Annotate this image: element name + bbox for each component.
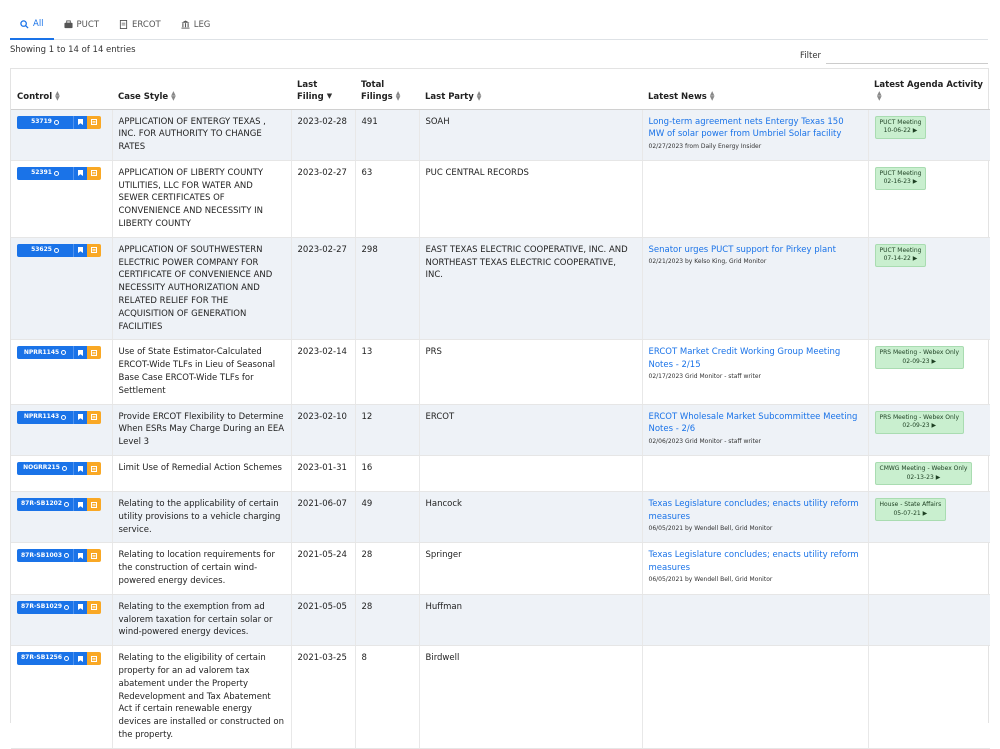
last-filing-cell: 2023-01-31 (291, 456, 355, 492)
case-style-cell: APPLICATION OF LIBERTY COUNTY UTILITIES, LLC FOR WATER AND SEWER CERTIFICATES OF CONVENIENCE AND NECESSITY IN LIBERTY COUNTY (112, 160, 291, 237)
news-meta: 06/05/2021 by Wendell Bell, Grid Monitor (648, 525, 773, 533)
case-style-cell: Relating to the exemption from ad valorem taxation for certain solar or wind-powered energy devices. (112, 594, 291, 645)
note-button[interactable] (87, 462, 101, 475)
last-filing-cell: 2023-02-28 (291, 109, 355, 160)
note-icon (91, 350, 97, 356)
control-id-button[interactable]: 87R-SB1029 (17, 601, 73, 614)
control-cell (11, 492, 112, 543)
control-button-group (17, 652, 101, 665)
briefcase-icon (64, 20, 73, 29)
last-party-cell: Huffman (419, 594, 642, 645)
last-filing-cell: 2023-02-14 (291, 340, 355, 404)
agenda-badge[interactable] (875, 462, 973, 485)
table-row (11, 492, 990, 543)
col-header-total-filings[interactable]: Total Filings ▲ ▼ (355, 69, 419, 109)
control-cell (11, 543, 112, 594)
control-button-group (17, 346, 101, 359)
note-icon (91, 656, 97, 662)
agenda-date: 02-13-23 ▶ (906, 473, 941, 481)
total-filings-cell: 16 (355, 456, 419, 492)
note-icon (91, 604, 97, 610)
latest-news-cell (642, 646, 868, 749)
agenda-badge[interactable] (875, 244, 927, 267)
news-link[interactable]: Senator urges PUCT support for Pirkey plant (648, 244, 836, 255)
agenda-title: CMWG Meeting - Webex Only (879, 465, 968, 473)
news-meta: 06/05/2021 by Wendell Bell, Grid Monitor (648, 576, 773, 584)
bookmark-button[interactable] (73, 652, 87, 665)
note-icon (91, 553, 97, 559)
bookmark-icon (78, 414, 83, 420)
sort-desc-icon: ▼ (326, 91, 333, 100)
col-header-case-style[interactable]: Case Style ▲ ▼ (112, 69, 291, 109)
total-filings-cell: 8 (355, 646, 419, 749)
circle-icon (54, 171, 59, 176)
col-header-last-filing[interactable]: Last Filing ▼ (291, 69, 355, 109)
sort-icon: ▲ ▼ (709, 90, 715, 102)
circle-icon (54, 120, 59, 125)
col-header-latest-news[interactable]: Latest News ▲ ▼ (642, 69, 868, 109)
note-icon (91, 170, 97, 176)
col-header-last-party[interactable]: Last Party ▲ ▼ (419, 69, 642, 109)
total-filings-cell: 298 (355, 237, 419, 340)
last-party-cell: PUC CENTRAL RECORDS (419, 160, 642, 237)
control-cell (11, 340, 112, 404)
last-party-cell: ERCOT (419, 404, 642, 455)
bookmark-button[interactable] (73, 601, 87, 614)
bookmark-button[interactable] (73, 411, 87, 424)
control-id-button[interactable]: 87R-SB1202 (17, 498, 73, 511)
control-button-group (17, 601, 101, 614)
note-button[interactable] (87, 244, 101, 257)
sort-icon: ▲ ▼ (877, 90, 882, 102)
table-row (11, 109, 990, 160)
last-party-cell: EAST TEXAS ELECTRIC COOPERATIVE, INC. AND NORTHEAST TEXAS ELECTRIC COOPERATIVE, INC. (419, 237, 642, 340)
control-cell (11, 594, 112, 645)
tab-ercot-label: ERCOT (132, 19, 161, 30)
news-meta: 02/27/2023 from Daily Energy Insider (648, 142, 762, 150)
agenda-title: House - State Affairs (879, 501, 942, 509)
agenda-badge[interactable] (875, 167, 927, 190)
note-button[interactable] (87, 346, 101, 359)
bookmark-icon (78, 119, 83, 125)
latest-agenda-cell (868, 646, 990, 749)
total-filings-cell: 63 (355, 160, 419, 237)
col-header-latest-agenda[interactable]: Latest Agenda Activity▲ ▼ (868, 69, 990, 109)
table-row (11, 340, 990, 404)
last-party-cell: Hancock (419, 492, 642, 543)
bookmark-icon (78, 553, 83, 559)
table-row (11, 543, 990, 594)
filter-tabs (10, 10, 988, 40)
latest-agenda-cell (868, 109, 990, 160)
circle-icon (61, 350, 66, 355)
control-id-button[interactable]: NOGRR215 (17, 462, 73, 475)
control-id-button[interactable]: 53719 (17, 116, 73, 129)
news-meta: 02/06/2023 Grid Monitor - staff writer (648, 437, 762, 445)
latest-agenda-cell (868, 543, 990, 594)
note-icon (91, 414, 97, 420)
agenda-date: 05-07-21 ▶ (893, 509, 928, 517)
latest-agenda-cell (868, 404, 990, 455)
control-id-button[interactable]: 87R-SB1256 (17, 652, 73, 665)
sort-icon: ▲ ▼ (476, 90, 482, 102)
control-button-group (17, 462, 101, 475)
last-filing-cell: 2023-02-27 (291, 160, 355, 237)
filter-label: Filter (800, 51, 822, 61)
agenda-date: 10-06-22 ▶ (883, 127, 918, 134)
latest-news-cell (642, 456, 868, 492)
tab-puct-label: PUCT (76, 19, 100, 30)
control-button-group (17, 549, 101, 562)
control-id-button[interactable]: 87R-SB1003 (17, 549, 73, 562)
news-meta: 02/17/2023 Grid Monitor - staff writer (648, 373, 762, 381)
case-style-cell: Provide ERCOT Flexibility to Determine When ESRs May Charge During an EEA Level 3 (112, 404, 291, 455)
news-link[interactable]: Texas Legislature concludes; enacts utility reform measures (648, 550, 859, 573)
agenda-badge[interactable] (875, 411, 965, 434)
note-icon (91, 119, 97, 125)
news-meta: 02/21/2023 by Kelso King, Grid Monitor (648, 258, 767, 266)
bookmark-button[interactable] (73, 244, 87, 257)
bookmark-icon (78, 247, 83, 253)
agenda-badge[interactable] (875, 346, 965, 369)
latest-agenda-cell (868, 492, 990, 543)
latest-agenda-cell (868, 456, 990, 492)
last-filing-cell: 2023-02-27 (291, 237, 355, 340)
control-button-group (17, 167, 101, 180)
latest-news-cell (642, 109, 868, 160)
case-style-cell: APPLICATION OF SOUTHWESTERN ELECTRIC POWER COMPANY FOR CERTIFICATE OF CONVENIENCE AND NECESSITY AUTHORIZATION AND RELATED RELIEF FOR THE ACQUISITION OF GENERATION FACILITIES (112, 237, 291, 340)
total-filings-cell: 13 (355, 340, 419, 404)
agenda-date: 02-09-23 ▶ (902, 422, 937, 430)
tab-leg[interactable] (171, 10, 221, 39)
circle-icon (64, 656, 69, 661)
agenda-date: 07-14-22 ▶ (883, 255, 918, 263)
control-button-group (17, 411, 101, 424)
circle-icon (64, 502, 69, 507)
control-id-button[interactable]: 52391 (17, 167, 73, 180)
search-icon (20, 20, 29, 29)
agenda-title: PRS Meeting - Webex Only (879, 349, 960, 357)
control-cell (11, 160, 112, 237)
sort-icon: ▲ ▼ (171, 90, 176, 102)
case-style-cell: Relating to the eligibility of certain property for an ad valorem tax abatement under the Property Redevelopment and Tax Abatement Act if certain renewable energy devices are installed or constructed on the property. (112, 646, 291, 749)
note-button[interactable] (87, 498, 101, 511)
bookmark-icon (78, 604, 83, 610)
last-filing-cell: 2021-05-05 (291, 594, 355, 645)
total-filings-cell: 28 (355, 594, 419, 645)
control-cell (11, 237, 112, 340)
control-id-button[interactable]: NPRR1143 (17, 411, 73, 424)
building-icon (181, 20, 190, 29)
last-party-cell: SOAH (419, 109, 642, 160)
table-row (11, 646, 990, 749)
bookmark-icon (78, 466, 83, 472)
bookmark-button[interactable] (73, 549, 87, 562)
latest-agenda-cell (868, 594, 990, 645)
table-row (11, 160, 990, 237)
circle-icon (61, 415, 66, 420)
sort-icon: ▲ ▼ (395, 90, 401, 102)
note-button[interactable] (87, 411, 101, 424)
latest-news-cell (642, 543, 868, 594)
table-row (11, 237, 990, 340)
last-filing-cell: 2023-02-10 (291, 404, 355, 455)
total-filings-cell: 491 (355, 109, 419, 160)
bookmark-button[interactable] (73, 462, 87, 475)
circle-icon (64, 605, 69, 610)
cases-table (10, 68, 989, 740)
last-party-cell: Birdwell (419, 646, 642, 749)
latest-news-cell (642, 237, 868, 340)
tab-all-label: All (33, 19, 44, 29)
entries-info: Showing 1 to 14 of 14 entries (10, 45, 136, 55)
control-cell (11, 404, 112, 455)
agenda-badge[interactable] (875, 498, 947, 521)
latest-news-cell (642, 160, 868, 237)
case-style-cell: Relating to location requirements for the construction of certain wind-powered energy devices. (112, 543, 291, 594)
agenda-badge[interactable] (875, 116, 927, 139)
bookmark-icon (78, 656, 83, 662)
bookmark-button[interactable] (73, 498, 87, 511)
bookmark-button[interactable] (73, 346, 87, 359)
total-filings-cell: 12 (355, 404, 419, 455)
tab-puct[interactable] (54, 10, 109, 39)
latest-agenda-cell (868, 237, 990, 340)
control-button-group (17, 498, 101, 511)
circle-icon (64, 553, 69, 558)
last-filing-cell: 2021-05-24 (291, 543, 355, 594)
document-icon (119, 20, 128, 29)
latest-agenda-cell (868, 340, 990, 404)
tab-ercot[interactable] (109, 10, 171, 39)
circle-icon (54, 248, 59, 253)
circle-icon (62, 466, 67, 471)
last-party-cell: Springer (419, 543, 642, 594)
note-button[interactable] (87, 116, 101, 129)
news-link[interactable]: Texas Legislature concludes; enacts utility reform measures (648, 499, 859, 522)
note-icon (91, 466, 97, 472)
agenda-title: PUCT Meeting (879, 118, 922, 126)
control-cell (11, 109, 112, 160)
news-link[interactable]: Long-term agreement nets Entergy Texas 150 MW of solar power from Umbriel Solar facility (648, 116, 844, 139)
last-filing-cell: 2021-03-25 (291, 646, 355, 749)
table-row (11, 594, 990, 645)
col-header-control[interactable]: Control ▲ ▼ (11, 69, 112, 109)
latest-news-cell (642, 492, 868, 543)
control-cell (11, 456, 112, 492)
note-icon (91, 502, 97, 508)
bookmark-button[interactable] (73, 116, 87, 129)
bookmark-icon (78, 350, 83, 356)
total-filings-cell: 49 (355, 492, 419, 543)
tab-all[interactable] (10, 10, 54, 40)
tab-leg-label: LEG (193, 19, 211, 30)
last-party-cell (419, 456, 642, 492)
bookmark-icon (78, 502, 83, 508)
total-filings-cell: 28 (355, 543, 419, 594)
bookmark-button[interactable] (73, 167, 87, 180)
agenda-title: PUCT Meeting (879, 246, 922, 254)
control-id-button[interactable]: 53625 (17, 244, 73, 257)
control-button-group (17, 244, 101, 257)
control-id-button[interactable]: NPRR1145 (17, 346, 73, 359)
control-cell (11, 646, 112, 749)
news-link[interactable]: ERCOT Market Credit Working Group Meeting Notes - 2/15 (648, 347, 841, 370)
agenda-date: 02-09-23 ▶ (902, 357, 937, 365)
sort-icon: ▲ ▼ (55, 90, 60, 102)
last-party-cell: PRS (419, 340, 642, 404)
case-style-cell: APPLICATION OF ENTERGY TEXAS , INC. FOR AUTHORITY TO CHANGE RATES (112, 109, 291, 160)
filter-input[interactable] (826, 46, 988, 64)
latest-news-cell (642, 404, 868, 455)
latest-news-cell (642, 594, 868, 645)
agenda-date: 02-16-23 ▶ (883, 178, 918, 186)
control-button-group (17, 116, 101, 129)
latest-agenda-cell (868, 160, 990, 237)
case-style-cell: Relating to the applicability of certain utility provisions to a vehicle charging service. (112, 492, 291, 543)
last-filing-cell: 2021-06-07 (291, 492, 355, 543)
agenda-title: PRS Meeting - Webex Only (879, 413, 960, 421)
bookmark-icon (78, 170, 83, 176)
note-button[interactable] (87, 601, 101, 614)
note-button[interactable] (87, 549, 101, 562)
note-button[interactable] (87, 167, 101, 180)
agenda-title: PUCT Meeting (879, 169, 922, 177)
latest-news-cell (642, 340, 868, 404)
note-icon (91, 247, 97, 253)
news-link[interactable]: ERCOT Wholesale Market Subcommittee Meeting Notes - 2/6 (648, 411, 858, 435)
table-row (11, 404, 990, 455)
case-style-cell: Limit Use of Remedial Action Schemes (112, 456, 291, 492)
note-button[interactable] (87, 652, 101, 665)
case-style-cell: Use of State Estimator-Calculated ERCOT-Wide TLFs in Lieu of Seasonal Base Case ERCOT-Wide TLFs for Settlement (112, 340, 291, 404)
table-row (11, 456, 990, 492)
